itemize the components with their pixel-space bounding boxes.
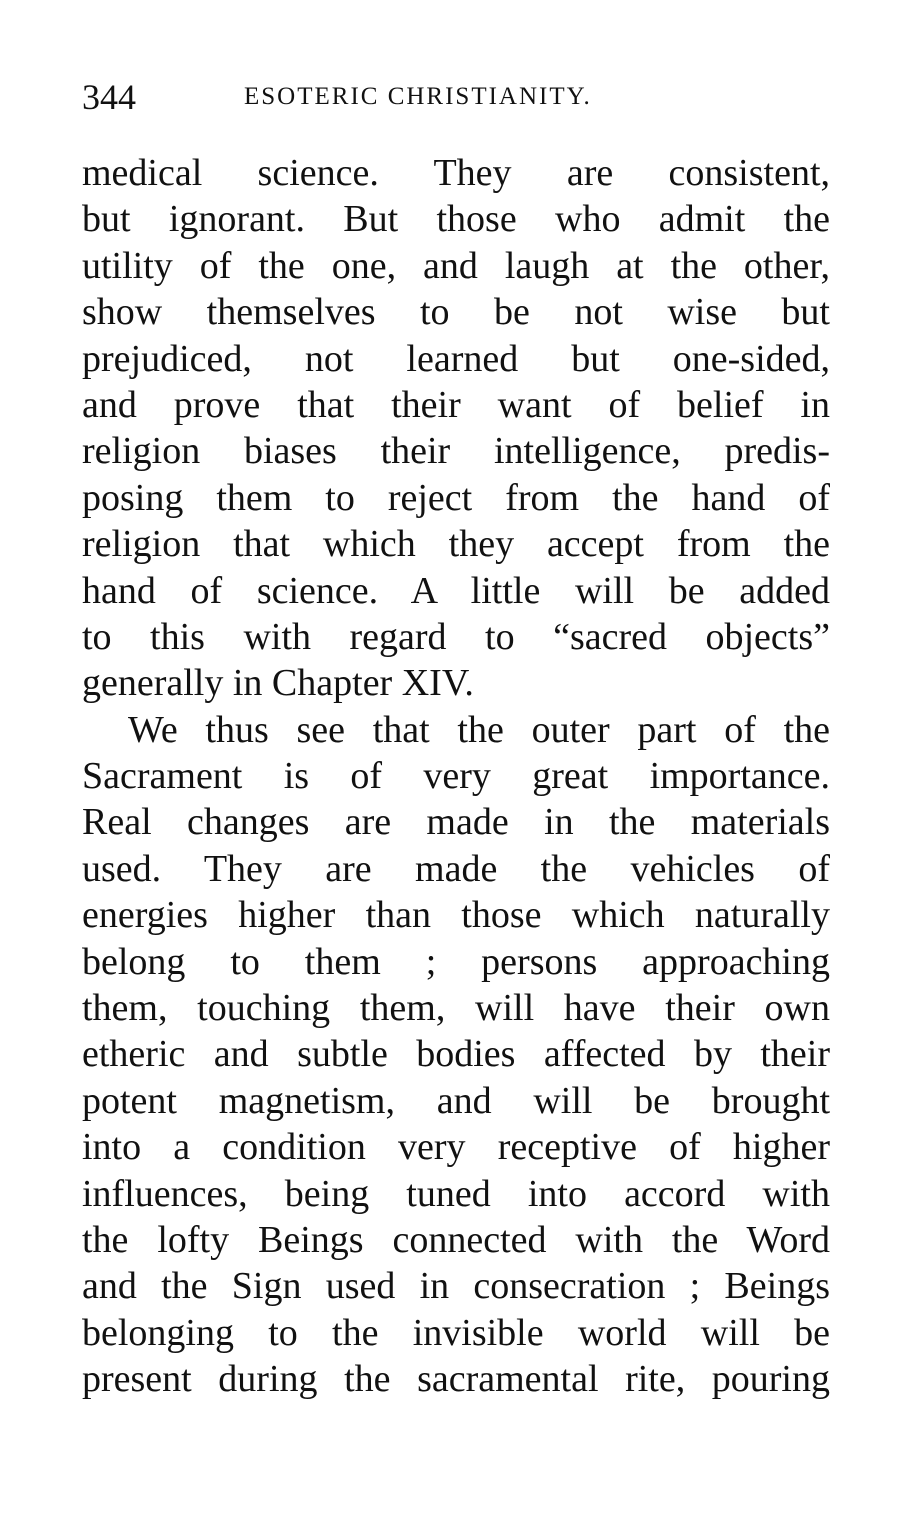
text-line: influences, being tuned into accord with xyxy=(82,1172,830,1215)
text-line: show themselves to be not wise but xyxy=(82,291,830,334)
text-line: religion biases their intelligence, predis- xyxy=(82,430,830,473)
text-line: religion that which they accept from the xyxy=(82,523,830,566)
text-line: utility of the one, and laugh at the other, xyxy=(82,244,830,287)
text-line: prejudiced, not learned but one-sided, xyxy=(82,337,830,380)
text-line: hand of science. A little will be added xyxy=(82,569,830,612)
running-title: ESOTERIC CHRISTIANITY. xyxy=(244,83,592,110)
text-line: etheric and subtle bodies affected by their xyxy=(82,1033,830,1076)
text-line: belonging to the invisible world will be xyxy=(82,1311,830,1354)
body-text xyxy=(82,150,830,1403)
text-line: into a condition very receptive of higher xyxy=(82,1126,830,1169)
text-line: to this with regard to “sacred objects” xyxy=(82,615,830,658)
text-line: and the Sign used in consecration ; Beings xyxy=(82,1265,830,1308)
running-head xyxy=(82,72,832,122)
text-line: the lofty Beings connected with the Word xyxy=(82,1218,830,1261)
text-line: but ignorant. But those who admit the xyxy=(82,198,830,241)
text-line: Real changes are made in the materials xyxy=(82,801,830,844)
text-line: belong to them ; persons approaching xyxy=(82,940,830,983)
text-line: Sacrament is of very great importance. xyxy=(82,755,830,798)
text-line: and prove that their want of belief in xyxy=(82,383,830,426)
text-line: used. They are made the vehicles of xyxy=(82,847,830,890)
text-line: potent magnetism, and will be brought xyxy=(82,1079,830,1122)
text-line: posing them to reject from the hand of xyxy=(82,476,830,519)
text-line: present during the sacramental rite, pouring xyxy=(82,1358,830,1401)
page-number: 344 xyxy=(82,77,136,117)
text-line: medical science. They are consistent, xyxy=(82,152,830,194)
text-line: energies higher than those which naturally xyxy=(82,894,830,937)
text-line: them, touching them, will have their own xyxy=(82,987,830,1030)
paragraph-start-line: We thus see that the outer part of the xyxy=(128,708,830,751)
paragraph-end-line: generally in Chapter XIV. xyxy=(82,662,474,705)
